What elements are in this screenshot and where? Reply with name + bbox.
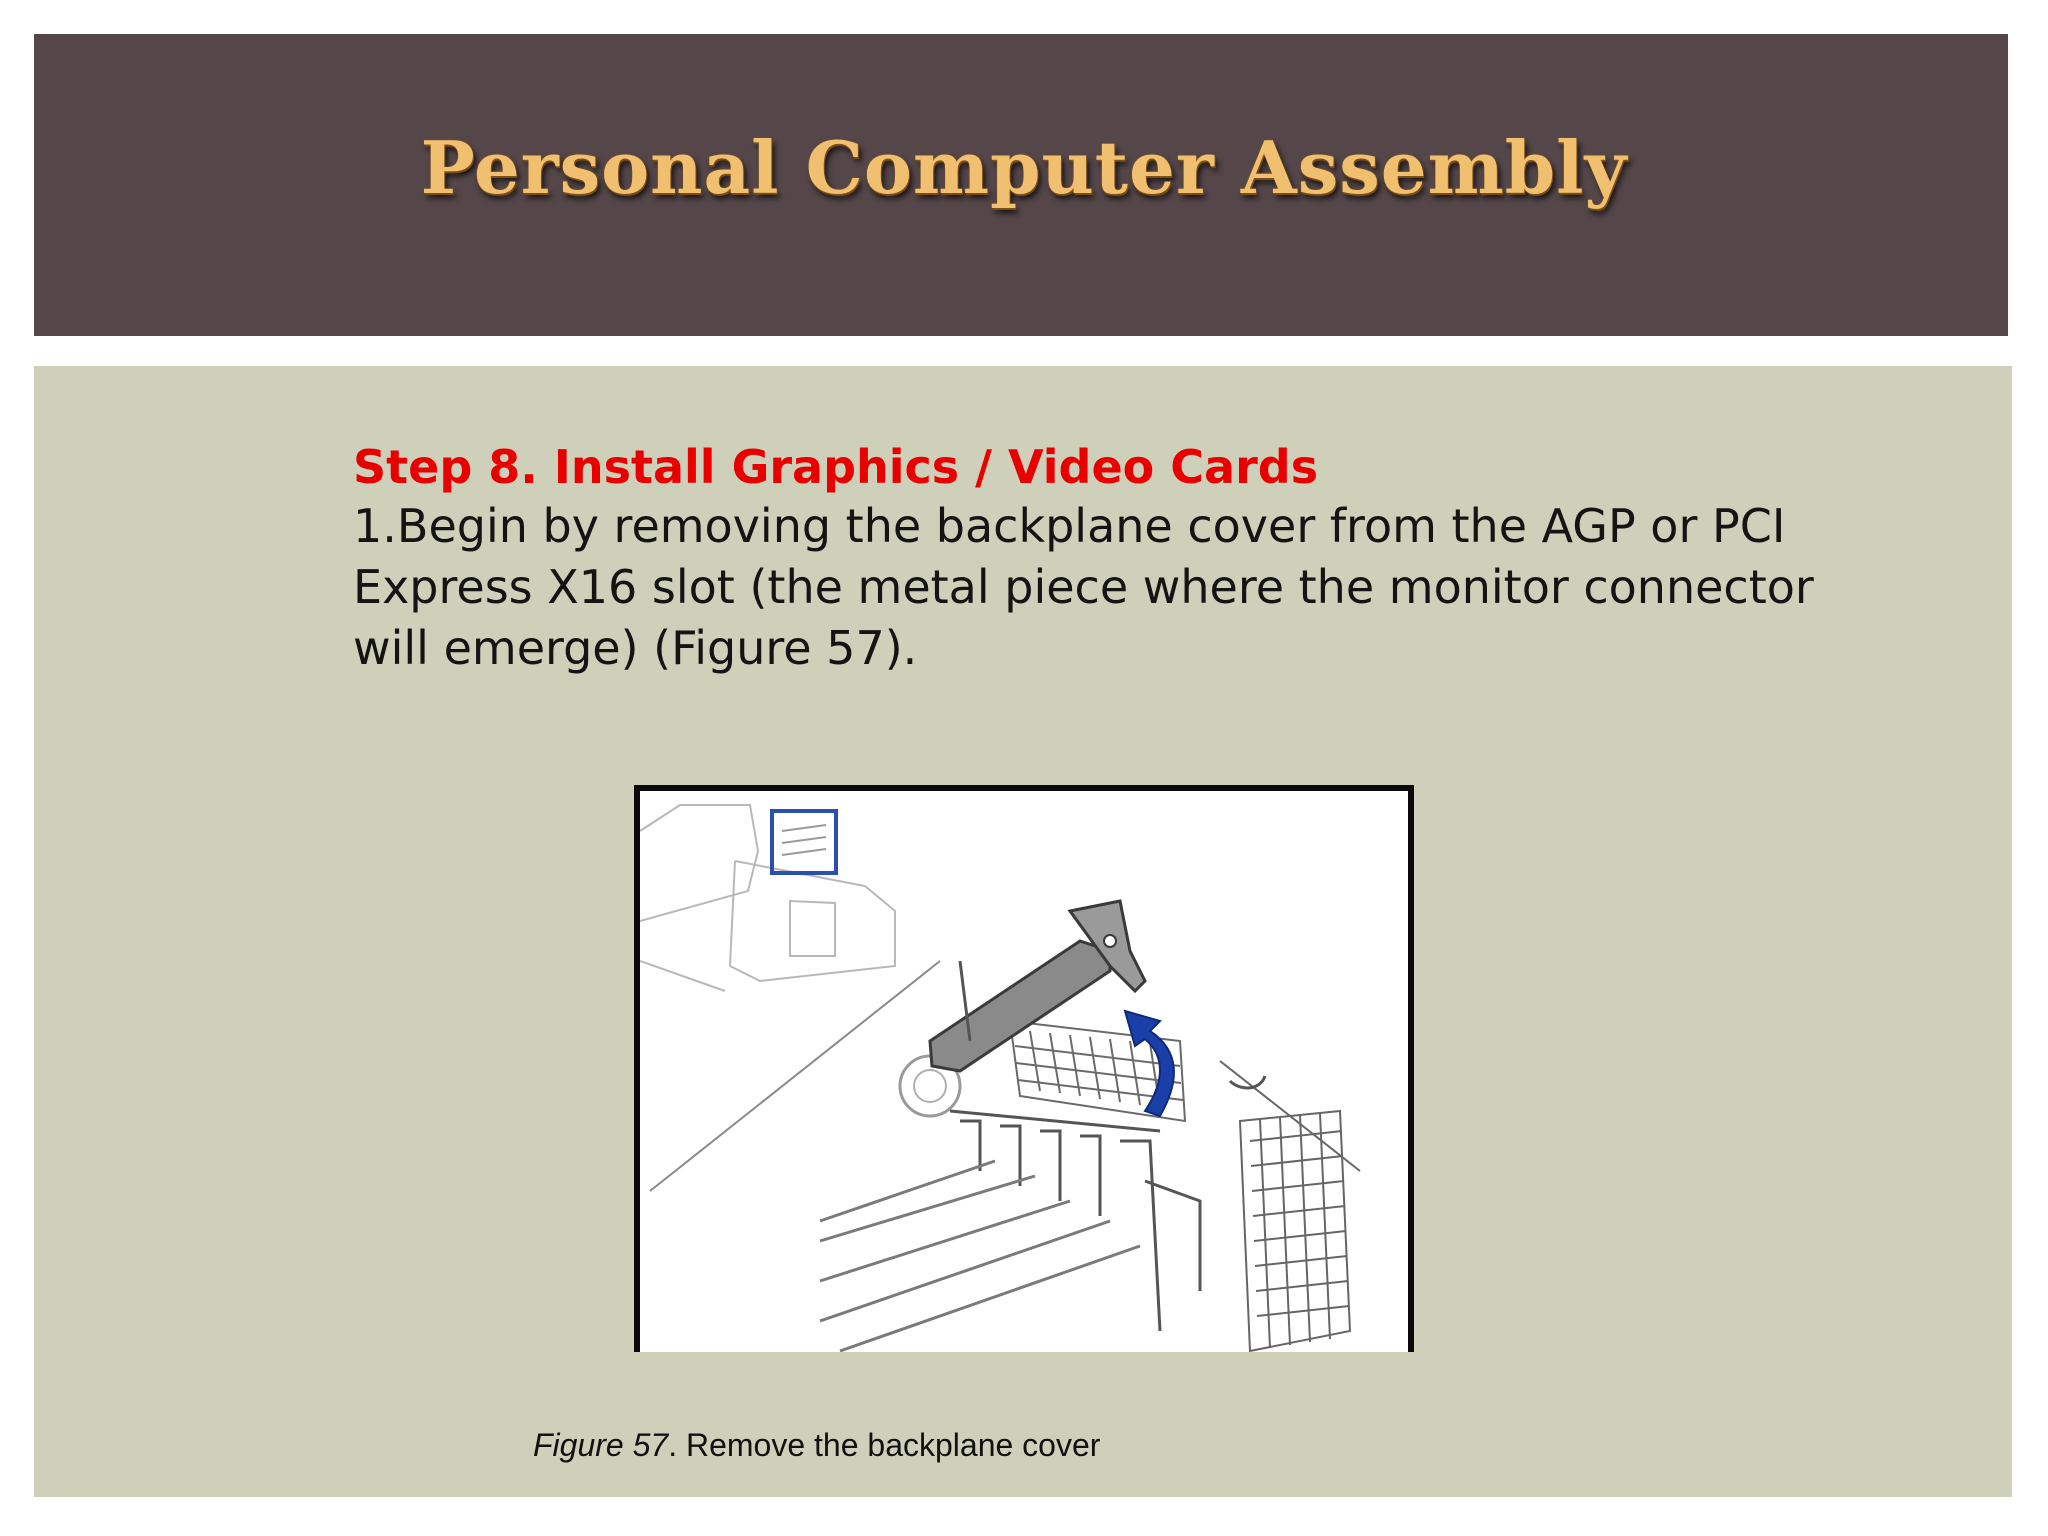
vent-mesh <box>1220 1061 1360 1351</box>
step-heading: Step 8. Install Graphics / Video Cards <box>353 440 1319 494</box>
chassis-edge <box>650 961 940 1191</box>
rotate-arrow-icon <box>1125 1011 1174 1116</box>
page-title: Personal Computer Assembly <box>420 125 1628 210</box>
figure-caption <box>533 1427 1100 1464</box>
lever-handle <box>930 901 1145 1071</box>
figure-caption-text: . Remove the backplane cover <box>668 1427 1101 1463</box>
figure-number: Figure 57 <box>533 1427 669 1463</box>
backplane-diagram <box>640 791 1408 1352</box>
step-instruction: 1.Begin by removing the backplane cover from the AGP or PCI Express X16 slot (the metal piece where the monitor connector will emerge) (Figure 57). <box>353 499 1814 675</box>
chassis-inset <box>640 805 895 991</box>
bracket-detail <box>782 825 826 855</box>
highlight-box-icon <box>772 811 836 873</box>
card-rails <box>820 1161 1140 1351</box>
figure-illustration <box>634 785 1414 1352</box>
